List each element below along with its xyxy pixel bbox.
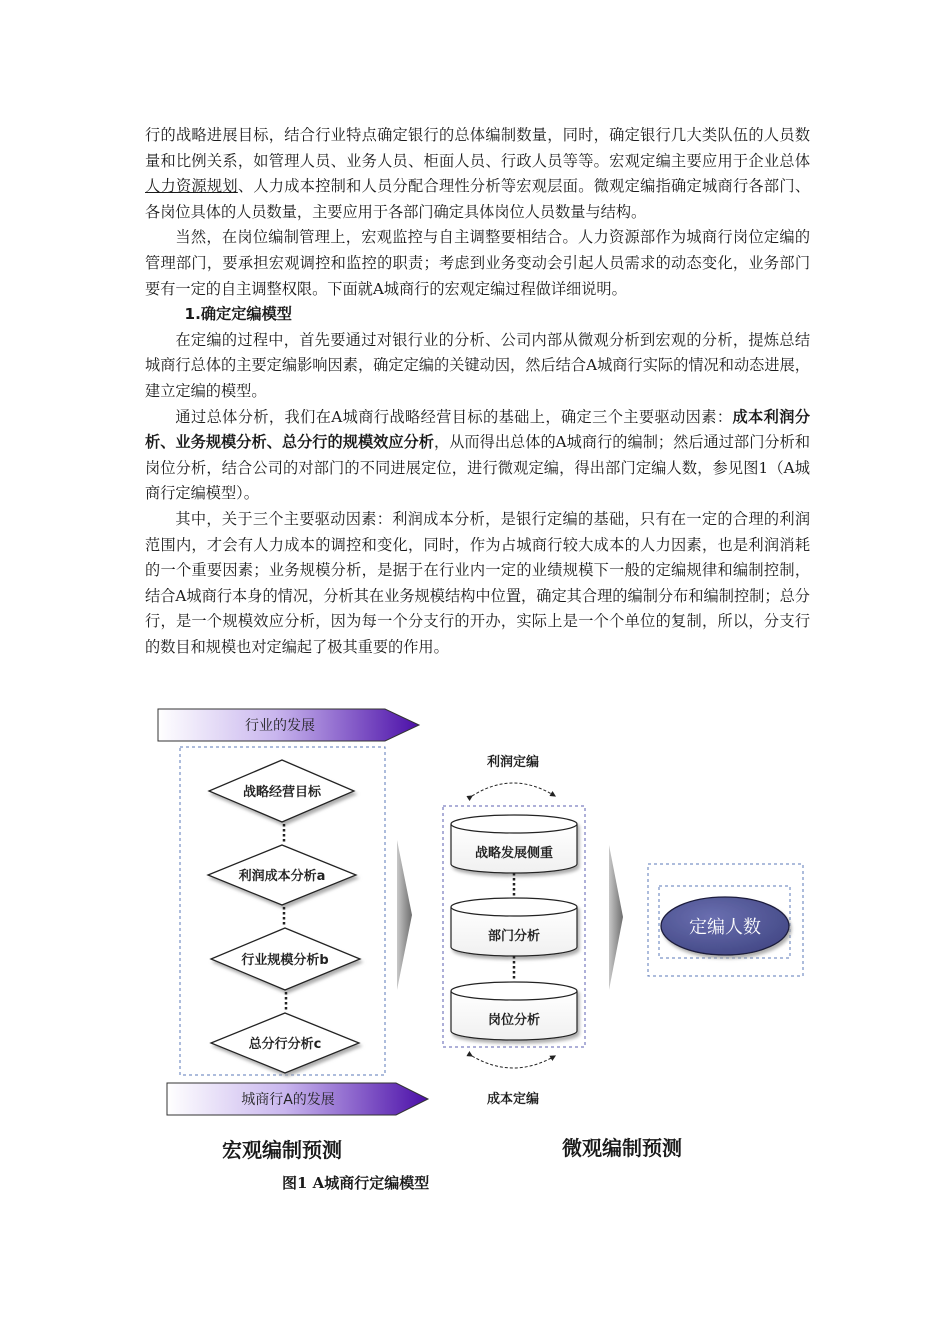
paragraph-1 (145, 123, 810, 225)
paragraph-4-bold: 成本利润分析、业务规模分析、总分行的规模效应分析 (145, 407, 811, 452)
paragraph-4 (145, 405, 810, 507)
micro-forecast-caption: 微观编制预测 (562, 1136, 682, 1160)
cost-curved-arrow (472, 1056, 555, 1068)
paragraph-5: 其中，关于三个主要驱动因素：利润成本分析，是银行定编的基础，只有在一定的合理的利润范围内，才会有人力成本的调控和变化，同时，作为占城商行较大成本的人力因素，也是利润消耗的一个重要因素；业务规模分析，是据于在行业内一定的业绩规模下一般的定编规律和编制控制，结合A城商行本身的情况，分析其在业务规模结构中位置，确定其合理的编制分布和编制控制；总分行，是一个规模效应分析，因为每一个分支行的开办，实际上是一个个单位的复制，所以，分支行的数目和规模也对定编起了极其重要的作用。 (145, 509, 810, 656)
diamond-industry-scale-label: 行业规模分析b (241, 953, 329, 968)
result-label: 定编人数 (689, 917, 761, 938)
chevron-arrow-2 (609, 845, 623, 990)
body-text (145, 123, 810, 660)
industry-development-label: 行业的发展 (245, 718, 315, 734)
figure-caption: 图1 A城商行定编模型 (282, 1174, 430, 1192)
paragraph-3: 在定编的过程中，首先要通过对银行业的分析、公司内部从微观分析到宏观的分析，提炼总结城商行总体的主要定编影响因素，确定定编的关键动因，然后结合A城商行实际的情况和动态进展，建立定编的模型。 (145, 330, 810, 400)
cylinder-department (451, 898, 577, 956)
paragraph-4-end: ，从而得出总体的A城商行的编制；然后通过部门分析和岗位分析，结合公司的对部门的不同进展定位，进行微观定编，得出部门定编人数，参见图1（A城商行定编模型）。 (145, 433, 811, 503)
diamond-branch-label: 总分行分析c (248, 1037, 322, 1052)
bank-development-label: 城商行A的发展 (241, 1092, 335, 1108)
cost-staffing-label: 成本定编 (486, 1092, 540, 1107)
chevron-arrow-1 (397, 840, 412, 990)
profit-curved-arrow (472, 783, 555, 796)
staffing-model-diagram (0, 700, 950, 1130)
paragraph-4-start: 通过总体分析，我们在A城商行战略经营目标的基础上，确定三个主要驱动因素： (175, 407, 733, 426)
section-heading: 1.确定定编模型 (184, 305, 292, 324)
paragraph-2: 当然，在岗位编制管理上，宏观监控与自主调整要相结合。人力资源部作为城商行岗位定编的管理部门，要承担宏观调控和监控的职责；考虑到业务变动会引起人员需求的动态变化，业务部门要有一定的自主调整权限。下面就A城商行的宏观定编过程做详细说明。 (145, 228, 810, 298)
cylinder-department-label: 部门分析 (487, 929, 541, 944)
cylinder-position-label: 岗位分析 (487, 1013, 541, 1028)
diamond-profit-label: 利润成本分析a (238, 869, 326, 884)
profit-staffing-label: 利润定编 (486, 755, 540, 770)
hr-planning-link[interactable]: 人力资源规划 (145, 177, 238, 196)
cylinder-strategy-focus (451, 815, 577, 873)
cylinder-position (451, 982, 577, 1040)
paragraph-1-text: 行的战略进展目标，结合行业特点确定银行的总体编制数量，同时，确定银行几大类队伍的人员数量和比例关系，如管理人员、业务人员、柜面人员、行政人员等等。宏观定编主要应用于企业总体 (145, 126, 810, 170)
cylinder-strategy-focus-label: 战略发展侧重 (474, 846, 554, 861)
macro-forecast-caption: 宏观编制预测 (222, 1138, 342, 1162)
diamond-strategy-label: 战略经营目标 (242, 785, 322, 800)
paragraph-1-end: 、人力成本控制和人员分配合理性分析等宏观层面。微观定编指确定城商行各部门、各岗位具体的人员数量，主要应用于各部门确定具体岗位人员数量与结构。 (145, 177, 811, 221)
